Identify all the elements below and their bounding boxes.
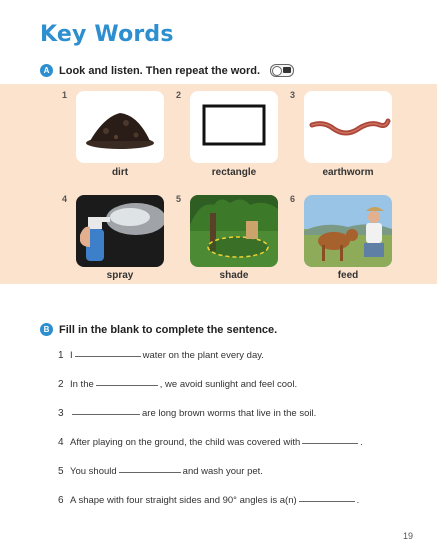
card-number-3: 3: [290, 90, 296, 100]
sentence-number: 2: [58, 379, 64, 390]
section-b-instruction: Fill in the blank to complete the sentence.: [59, 323, 278, 336]
card-shade[interactable]: [190, 195, 278, 267]
card-dirt[interactable]: [76, 91, 164, 163]
card-number-6: 6: [290, 194, 296, 204]
answer-blank[interactable]: [302, 442, 358, 444]
sentence-number: 6: [58, 495, 64, 506]
card-earthworm[interactable]: [304, 91, 392, 163]
sentence-text-after: .: [356, 495, 360, 506]
card-word-spray: spray: [106, 270, 134, 281]
sentence-1: [58, 350, 264, 361]
answer-blank[interactable]: [119, 471, 181, 473]
answer-blank[interactable]: [75, 355, 141, 357]
sentence-text-before: In the: [70, 379, 94, 390]
answer-blank[interactable]: [72, 413, 140, 415]
section-b-header: [40, 323, 277, 336]
card-word-feed: feed: [337, 270, 359, 281]
card-number-5: 5: [176, 194, 182, 204]
sentence-6: [58, 495, 359, 506]
card-word-rectangle: rectangle: [211, 167, 257, 178]
section-a-badge: A: [40, 64, 53, 77]
sentence-text-before: You should: [70, 466, 117, 477]
card-word-earthworm: earthworm: [322, 167, 374, 178]
answer-blank[interactable]: [299, 500, 355, 502]
answer-blank[interactable]: [96, 384, 158, 386]
section-a-header: [40, 64, 294, 77]
sentence-3: [58, 408, 316, 419]
sentence-number: 3: [58, 408, 64, 419]
spray-image-icon: [76, 195, 164, 267]
card-number-1: 1: [62, 90, 68, 100]
card-number-4: 4: [62, 194, 68, 204]
audio-play-icon[interactable]: [270, 64, 294, 77]
card-number-2: 2: [176, 90, 182, 100]
sentence-2: [58, 379, 297, 390]
earthworm-image-icon: [304, 91, 392, 163]
sentence-number: 5: [58, 466, 64, 477]
shade-image-icon: [190, 195, 278, 267]
sentence-number: 1: [58, 350, 64, 361]
page-title: Key Words: [40, 22, 174, 47]
card-rectangle[interactable]: [190, 91, 278, 163]
card-feed[interactable]: [304, 195, 392, 267]
sentence-number: 4: [58, 437, 64, 448]
dirt-image-icon: [76, 91, 164, 163]
sentence-text-before: I: [70, 350, 73, 361]
sentence-text-after: , we avoid sunlight and feel cool.: [159, 379, 298, 390]
sentence-4: [58, 437, 363, 448]
rectangle-image-icon: [190, 91, 278, 163]
sentence-text-after: .: [360, 437, 363, 448]
card-word-shade: shade: [219, 270, 249, 281]
card-spray[interactable]: [76, 195, 164, 267]
sentence-text-before: A shape with four straight sides and 90° angles is a(n): [70, 495, 297, 506]
sentence-text-after: and wash your pet.: [182, 466, 263, 477]
feed-image-icon: [304, 195, 392, 267]
sentence-text-after: are long brown worms that live in the soil.: [142, 408, 317, 419]
sentence-5: [58, 466, 263, 477]
page-number: 19: [403, 531, 414, 541]
sentence-text-before: After playing on the ground, the child was covered with: [70, 437, 301, 448]
sentence-text-after: water on the plant every day.: [142, 350, 264, 361]
section-b-badge: B: [40, 323, 53, 336]
section-a-instruction: Look and listen. Then repeat the word.: [59, 64, 261, 77]
card-word-dirt: dirt: [111, 167, 129, 178]
